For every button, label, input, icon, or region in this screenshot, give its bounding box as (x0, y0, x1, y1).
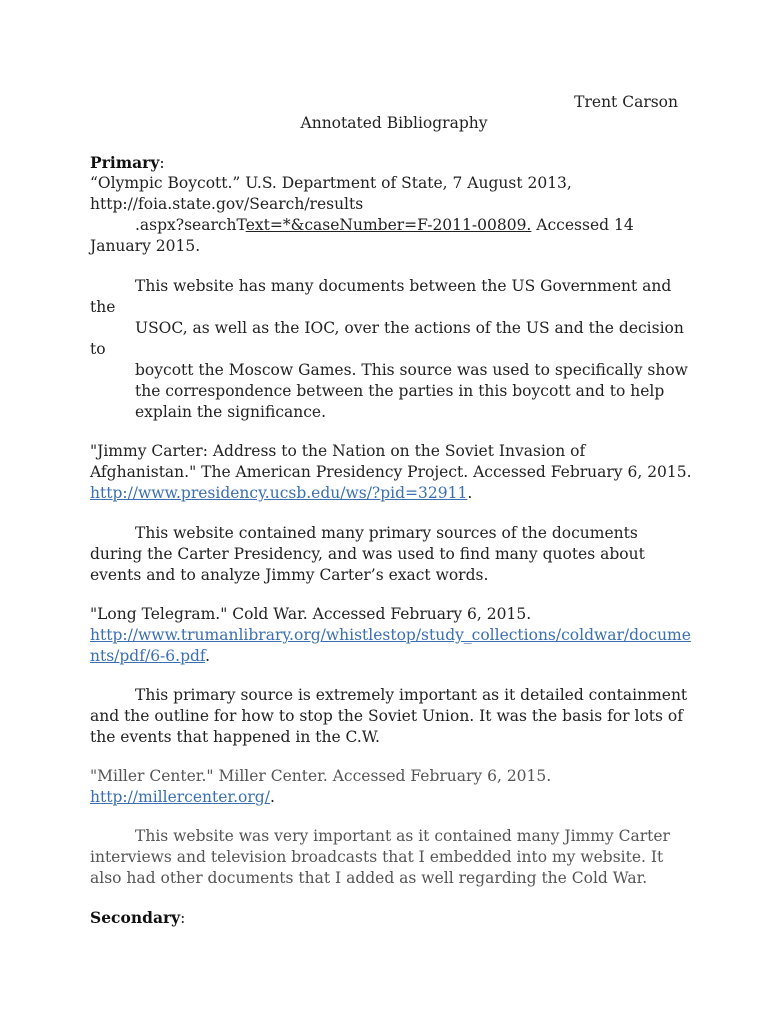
annotation-3-line-2: and the outline for how to stop the Soviet Union. It was the basis for lots of (90, 707, 683, 725)
document-title: Annotated Bibliography (300, 114, 488, 132)
citation-1-line-3 (135, 215, 634, 236)
annotation-3-line-3: the events that happened in the C.W. (90, 728, 380, 746)
citation-3-line-3 (90, 646, 210, 667)
citation-4-period: . (269, 788, 275, 806)
annotation-1-line-2: the (90, 298, 116, 316)
citation-1-line-2: http://foia.state.gov/Search/results (90, 195, 364, 213)
annotation-1-line-7: explain the significance. (135, 403, 327, 421)
citation-3-line-2 (90, 625, 691, 646)
citation-2-link[interactable]: http://www.presidency.ucsb.edu/ws/?pid=32911 (90, 484, 468, 502)
annotation-1-line-3: USOC, as well as the IOC, over the actions of the US and the decision (135, 319, 684, 337)
citation-4-link[interactable]: http://millercenter.org/ (90, 788, 270, 806)
author-name: Trent Carson (574, 93, 678, 111)
primary-heading (90, 152, 165, 174)
secondary-heading-colon: : (180, 909, 186, 927)
primary-heading-label: Primary (90, 153, 160, 172)
citation-4-line-1: "Miller Center." Miller Center. Accessed February 6, 2015. (90, 767, 552, 785)
citation-2-line-1: "Jimmy Carter: Address to the Nation on the Soviet Invasion of (90, 442, 586, 460)
secondary-heading (90, 907, 185, 929)
primary-heading-colon: : (159, 154, 165, 172)
annotation-1-line-1: This website has many documents between the US Government and (135, 277, 672, 295)
citation-2-period: . (467, 484, 473, 502)
annotation-4-line-3: also had other documents that I added as well regarding the Cold War. (90, 869, 648, 887)
annotation-3-line-1: This primary source is extremely important as it detailed containment (135, 686, 688, 704)
annotation-2-line-2: during the Carter Presidency, and was used to find many quotes about (90, 545, 645, 563)
citation-1-url-link[interactable]: ext=*&caseNumber=F-2011-00809. (245, 216, 532, 234)
annotation-4-line-1: This website was very important as it contained many Jimmy Carter (135, 827, 670, 845)
annotation-4-line-2: interviews and television broadcasts that I embedded into my website. It (90, 848, 664, 866)
citation-3-link-part-1[interactable]: http://www.trumanlibrary.org/whistlestop/study_collections/coldwar/docume (90, 626, 691, 644)
citation-1-line-4: January 2015. (90, 237, 201, 255)
citation-4-line-2 (90, 787, 275, 808)
annotation-2-line-3: events and to analyze Jimmy Carter’s exact words. (90, 566, 489, 584)
citation-1-accessed: Accessed 14 (531, 216, 634, 234)
secondary-heading-label: Secondary (90, 908, 181, 927)
citation-2-line-3 (90, 483, 472, 504)
citation-3-link-part-2[interactable]: nts/pdf/6-6.pdf (90, 647, 206, 665)
annotation-1-line-5: boycott the Moscow Games. This source was used to specifically show (135, 361, 688, 379)
citation-3-period: . (205, 647, 211, 665)
citation-3-line-1: "Long Telegram." Cold War. Accessed February 6, 2015. (90, 605, 532, 623)
citation-1-url-part: .aspx?searchT (135, 216, 246, 234)
citation-1-line-1: “Olympic Boycott.” U.S. Department of State, 7 August 2013, (90, 174, 572, 192)
annotation-2-line-1: This website contained many primary sources of the documents (135, 524, 638, 542)
annotation-1-line-4: to (90, 340, 106, 358)
citation-2-line-2: Afghanistan." The American Presidency Project. Accessed February 6, 2015. (90, 463, 692, 481)
annotation-1-line-6: the correspondence between the parties in this boycott and to help (135, 382, 665, 400)
